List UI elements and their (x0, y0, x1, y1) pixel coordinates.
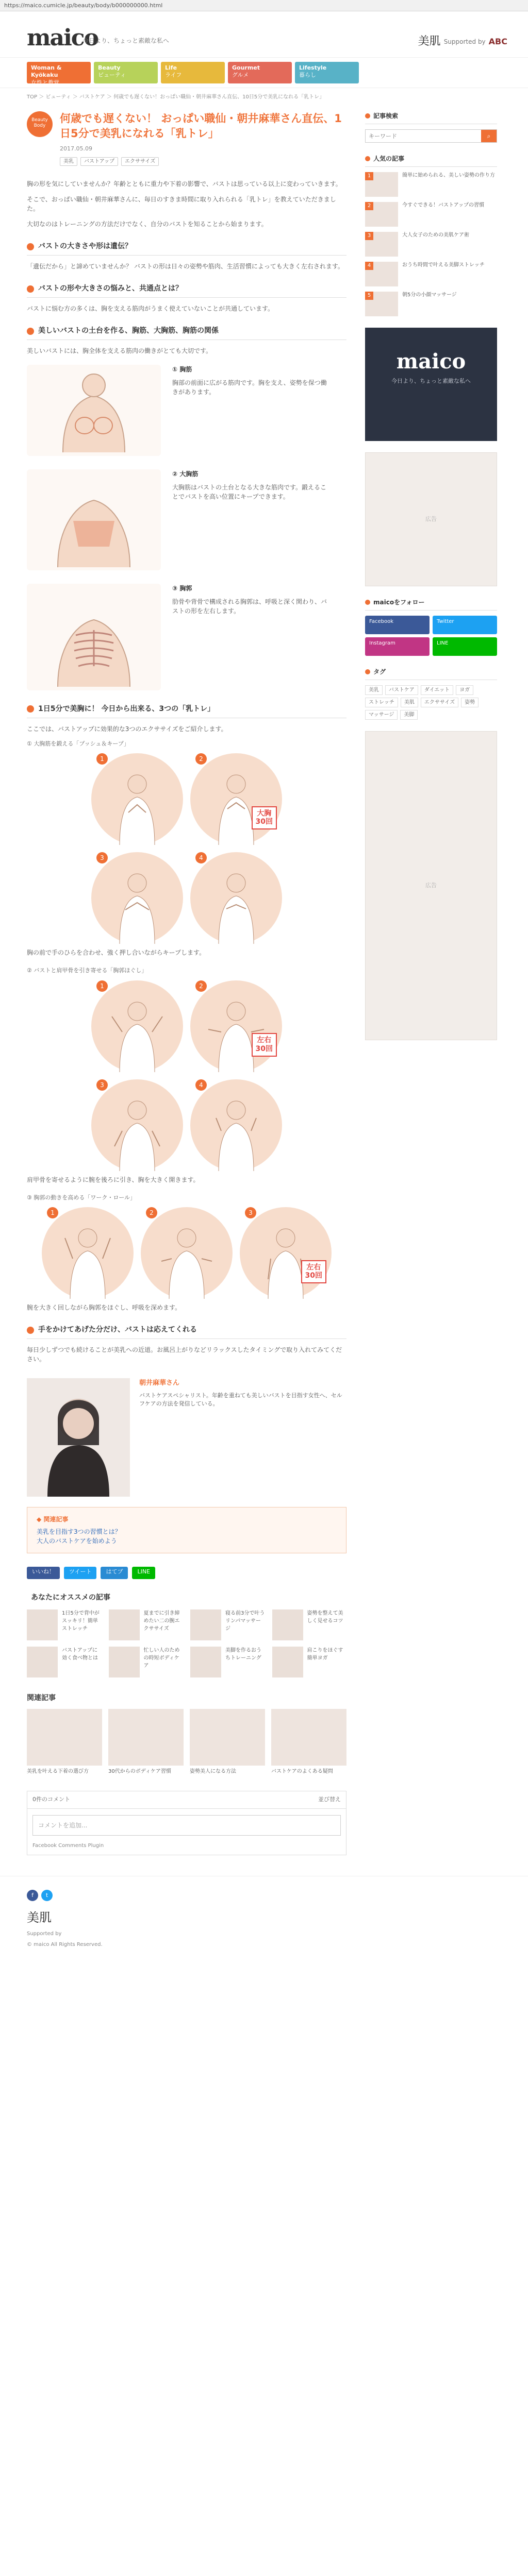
sponsor-supported: Supported by (443, 38, 486, 45)
search-heading: 記事検索 (365, 111, 497, 124)
search-box (365, 129, 497, 143)
latest-item[interactable]: 姿勢美人になる方法 (190, 1709, 265, 1775)
article-main (27, 111, 346, 1855)
exercise-caption: 腕を大きく回しながら胸郭をほぐし、呼吸を深めます。 (27, 1304, 182, 1312)
nav-item-life[interactable] (161, 62, 225, 83)
article-header (27, 111, 346, 166)
comment-sort-dropdown[interactable]: 並び替え (318, 1796, 341, 1803)
address-bar[interactable]: https://maico.cumicle.jp/beauty/body/b000000000.html (0, 0, 528, 11)
nav-item-lifestyle[interactable] (295, 62, 359, 83)
tweet-button[interactable]: ツイート (64, 1567, 96, 1579)
intro-paragraph: そこで、おっぱい職仙・朝井麻華さんに、毎日のすきま時間に取り入れられる「乳トレ」を教えていただきました。 (27, 196, 336, 213)
site-logo[interactable]: maico (27, 25, 98, 51)
author-name: 朝井麻華さん (139, 1379, 180, 1387)
breadcrumb[interactable]: TOP ＞ ビューティ ＞ バストケア ＞ 何歳でも遅くない！おっぱい職仙・朝井麻華さん直伝、10日5分で美乳になれる「乳トレ」 (0, 88, 528, 105)
hatena-button[interactable]: はてブ (101, 1567, 128, 1579)
footer-copyright: © maico All Rights Reserved. (27, 1941, 103, 1947)
muscle-text: 肋骨や背骨で構成される胸郭は、呼吸と深く関わり、バストの形を左右します。 (172, 598, 327, 615)
muscle-text: 大胸筋はバストの土台となる大きな筋肉です。鍛えることでバストを高い位置にキープできます。 (172, 483, 327, 500)
tag-link[interactable]: バストアップ (80, 157, 118, 166)
section-heading: バストの大きさや形は遺伝？ (27, 241, 346, 256)
category-nav (0, 58, 528, 88)
sponsor-bihada: 美肌 (418, 35, 441, 48)
nav-label-en: Life (165, 64, 177, 71)
heading-bullet-icon (27, 705, 34, 713)
comment-count: 0件のコメント (32, 1796, 70, 1803)
exercise-caption: 肩甲骨を寄せるように腕を後ろに引き、胸を大きく開きます。 (27, 1176, 200, 1183)
comments-panel (27, 1791, 346, 1855)
latest-item[interactable]: 30代からのボディケア習慣 (108, 1709, 184, 1775)
line-share-button[interactable]: LINE (132, 1567, 155, 1579)
nav-label-en: Gourmet (232, 64, 260, 71)
tag-link[interactable]: 美乳 (365, 685, 383, 695)
related-link[interactable]: 美乳を目指す3つの習慣とは？ (37, 1528, 121, 1536)
ad-banner[interactable]: 広告 (365, 731, 497, 1040)
exercise-grid (27, 753, 346, 944)
section-text: 美しいバストには、胸全体を支える筋肉の働きがとても大切です。 (27, 347, 212, 355)
heading-bullet-icon (27, 243, 34, 250)
follow-facebook-button[interactable]: Facebook (365, 616, 430, 634)
nav-label-en: Beauty (98, 64, 121, 71)
search-input[interactable] (366, 130, 481, 142)
follow-heading: maicoをフォロー (365, 598, 497, 611)
footer-social-icons (27, 1890, 501, 1901)
tag-link[interactable]: ストレッチ (365, 698, 398, 707)
nav-label-en: Lifestyle (299, 64, 327, 71)
tag-cloud (365, 685, 497, 720)
ranking-item[interactable]: 3 大人女子のための美肌ケア術 (365, 232, 497, 257)
facebook-icon[interactable]: f (27, 1890, 38, 1901)
comment-input[interactable]: コメントを追加... (32, 1815, 341, 1836)
sponsor-block[interactable] (418, 33, 507, 50)
follow-twitter-button[interactable]: Twitter (433, 616, 497, 634)
recommended-item[interactable]: 美脚を作るおうちトレーニング (190, 1647, 265, 1677)
article-tags (60, 157, 346, 166)
category-badge[interactable]: Beauty Body (27, 111, 53, 137)
ranking-item[interactable]: 1 簡単に始められる、美しい姿勢の作り方 (365, 172, 497, 197)
muscle-text: 胸部の前面に広がる筋肉です。胸を支え、姿勢を保つ働きがあります。 (172, 379, 327, 396)
tag-link[interactable]: ダイエット (421, 685, 453, 695)
related-link[interactable]: 大人のバストケアを始めよう (37, 1537, 117, 1545)
tags-heading: タグ (365, 667, 497, 680)
muscle-block (27, 469, 346, 571)
section-heading: 美しいバストの土台を作る、胸筋、大胸筋、胸筋の関係 (27, 326, 346, 340)
exercise-step: 3 (91, 852, 183, 944)
nav-label-ja: ビューティ (98, 72, 126, 79)
nav-label-ja: ライフ (165, 72, 182, 79)
share-buttons (27, 1567, 346, 1579)
exercise-title: ② バストと肩甲骨を引き寄せる「胸郭ほぐし」 (27, 967, 147, 974)
tag-link[interactable]: マッサージ (365, 710, 398, 720)
muscle-illustration (27, 469, 161, 571)
exercise-step: 2 大胸 30回 (190, 753, 282, 845)
site-header (0, 11, 528, 58)
intro-paragraph: 大切なのはトレーニングの方法だけでなく、自分のバストを知ることから始まります。 (27, 221, 268, 228)
article-date: 2017.05.09 (60, 145, 92, 152)
author-photo (27, 1378, 130, 1497)
intro-paragraph: 胸の形を気にしていませんか？年齢とともに重力や下着の影響で、バストは思っている以上に変わっていきます。 (27, 180, 342, 188)
exercise-grid (27, 1207, 346, 1299)
muscle-block (27, 584, 346, 690)
exercise-title: ① 大胸筋を鍛える「プッシュ＆キープ」 (27, 740, 129, 747)
recommended-item[interactable]: 1日5分で背中がスッキリ！簡単ストレッチ (27, 1609, 102, 1640)
tag-link[interactable]: エクササイズ (421, 698, 458, 707)
recommended-item[interactable]: 寝る前3分で叶うリンパマッサージ (190, 1609, 265, 1640)
tag-link[interactable]: 美乳 (60, 157, 77, 166)
site-footer (0, 1876, 528, 1969)
section-heading: バストの形や大きさの悩みと、共通点とは？ (27, 283, 346, 298)
section-text: バストに悩む方の多くは、胸を支える筋肉がうまく使えていないことが共通しています。 (27, 305, 274, 313)
site-tagline: 今日より、ちょっと素敵な私へ (82, 37, 170, 44)
latest-item[interactable]: バストケアのよくある疑問 (271, 1709, 346, 1775)
count-burst: 大胸 30回 (252, 806, 277, 830)
latest-title: 関連記事 (27, 1694, 56, 1703)
footer-bihada-logo[interactable]: 美肌 (27, 1910, 52, 1925)
tag-link[interactable]: ヨガ (456, 685, 473, 695)
article-title: 何歳でも遅くない！ おっぱい職仙・朝井麻華さん直伝、1日5分で美乳になれる「乳トレ」 (60, 112, 342, 140)
count-burst: 左右 30回 (252, 1033, 277, 1057)
related-links-box (27, 1507, 346, 1553)
twitter-icon[interactable]: t (41, 1890, 53, 1901)
ranking-heading: 人気の記事 (365, 154, 497, 167)
exercise-step: 4 (190, 852, 282, 944)
search-icon[interactable]: ⌕ (481, 130, 497, 142)
heading-bullet-icon (27, 1327, 34, 1334)
latest-item[interactable]: 美乳を叶える下着の選び方 (27, 1709, 102, 1775)
exercise-step: 1 (91, 980, 183, 1072)
muscle-illustration (27, 365, 161, 456)
muscle-label: ③ 胸郭 (172, 585, 192, 592)
recommended-item[interactable]: 夏までに引き締めたい二の腕エクササイズ (109, 1609, 184, 1640)
recommended-item[interactable]: 肩こりをほぐす簡単ヨガ (272, 1647, 347, 1677)
recommended-item[interactable]: バストアップに効く食べ物とは (27, 1647, 102, 1677)
ranking-item[interactable]: 2 今すぐできる！バストアップの習慣 (365, 202, 497, 227)
muscle-block (27, 365, 346, 456)
nav-label-en: Woman & Kyökaku (31, 64, 62, 79)
ranking-item[interactable]: 5 朝5分の小顔マッサージ (365, 292, 497, 316)
exercise-step: 2 左右 30回 (190, 980, 282, 1072)
sponsor-brand: ABC (488, 36, 507, 46)
author-bio: バストケアスペシャリスト。年齢を重ねても美しいバストを目指す女性へ、セルフケアの方法を発信している。 (139, 1392, 342, 1408)
heading-bullet-icon (27, 285, 34, 293)
section-text: 毎日少しずつでも続けることが美乳への近道。お風呂上がりなどリラックスしたタイミングで取り入れてみてください。 (27, 1346, 342, 1363)
ad-banner[interactable]: 広告 (365, 452, 497, 586)
nav-item-gourmet[interactable] (228, 62, 292, 83)
latest-section (27, 1693, 346, 1775)
exercise-step: 1 (91, 753, 183, 845)
exercise-step: 4 (190, 1079, 282, 1171)
section-text: ここでは、バストアップに効果的な3つのエクササイズをご紹介します。 (27, 725, 227, 733)
nav-label-ja: 女性と教覚 (31, 79, 59, 86)
facebook-like-button[interactable]: いいね！ (27, 1567, 60, 1579)
nav-item-beauty[interactable] (94, 62, 158, 83)
recommended-item[interactable]: 姿勢を整えて美しく見せるコツ (272, 1609, 347, 1640)
article-intro (27, 179, 346, 229)
exercise-step: 3 (91, 1079, 183, 1171)
tag-link[interactable]: 美脚 (400, 710, 418, 720)
exercise-step: 3 左右 30回 (240, 1207, 332, 1299)
exercise-step: 1 (42, 1207, 134, 1299)
heading-bullet-icon (27, 328, 34, 335)
nav-item-woman[interactable] (27, 62, 91, 86)
count-burst: 左右 30回 (301, 1260, 326, 1284)
author-profile (27, 1378, 346, 1497)
exercise-step: 2 (141, 1207, 233, 1299)
muscle-label: ② 大胸筋 (172, 470, 199, 478)
follow-line-button[interactable]: LINE (433, 637, 497, 656)
tag-link[interactable]: 姿勢 (461, 698, 478, 707)
exercise-grid (27, 980, 346, 1171)
related-links-title: ◆ 関連記事 (37, 1516, 69, 1523)
tag-link[interactable]: 美肌 (401, 698, 418, 707)
section-text: 「遺伝だから」と諦めていませんか？ バストの形は日々の姿勢や筋肉、生活習慣によっても大きく左右されます。 (27, 263, 344, 270)
ranking-item[interactable]: 4 おうち時間で叶える美脚ストレッチ (365, 262, 497, 286)
tag-link[interactable]: バストケア (385, 685, 418, 695)
sidebar (365, 111, 497, 1855)
maico-promo-banner[interactable]: maico 今日より、ちょっと素敵な私へ (365, 328, 497, 441)
exercise-title: ③ 胸郭の動きを高める「ワーク・ロール」 (27, 1194, 136, 1201)
follow-instagram-button[interactable]: Instagram (365, 637, 430, 656)
section-heading: 1日5分で美胸に！ 今日から出来る、3つの「乳トレ」 (27, 704, 346, 718)
tag-link[interactable]: エクササイズ (121, 157, 159, 166)
recommended-item[interactable]: 忙しい人のための時短ボディケア (109, 1647, 184, 1677)
comment-plugin-label: Facebook Comments Plugin (32, 1842, 104, 1849)
exercise-caption: 胸の前で手のひらを合わせ、強く押し合いながらキープします。 (27, 949, 206, 957)
section-heading: 手をかけてあげた分だけ、バストは応えてくれる (27, 1325, 346, 1339)
recommended-section (27, 1592, 346, 1677)
recommended-title: あなたにオススメの記事 (31, 1594, 110, 1602)
nav-label-ja: 暮らし (299, 72, 316, 79)
footer-supported: Supported by (27, 1930, 62, 1937)
muscle-label: ① 胸筋 (172, 366, 192, 374)
muscle-illustration (27, 584, 161, 690)
nav-label-ja: グルメ (232, 72, 249, 79)
